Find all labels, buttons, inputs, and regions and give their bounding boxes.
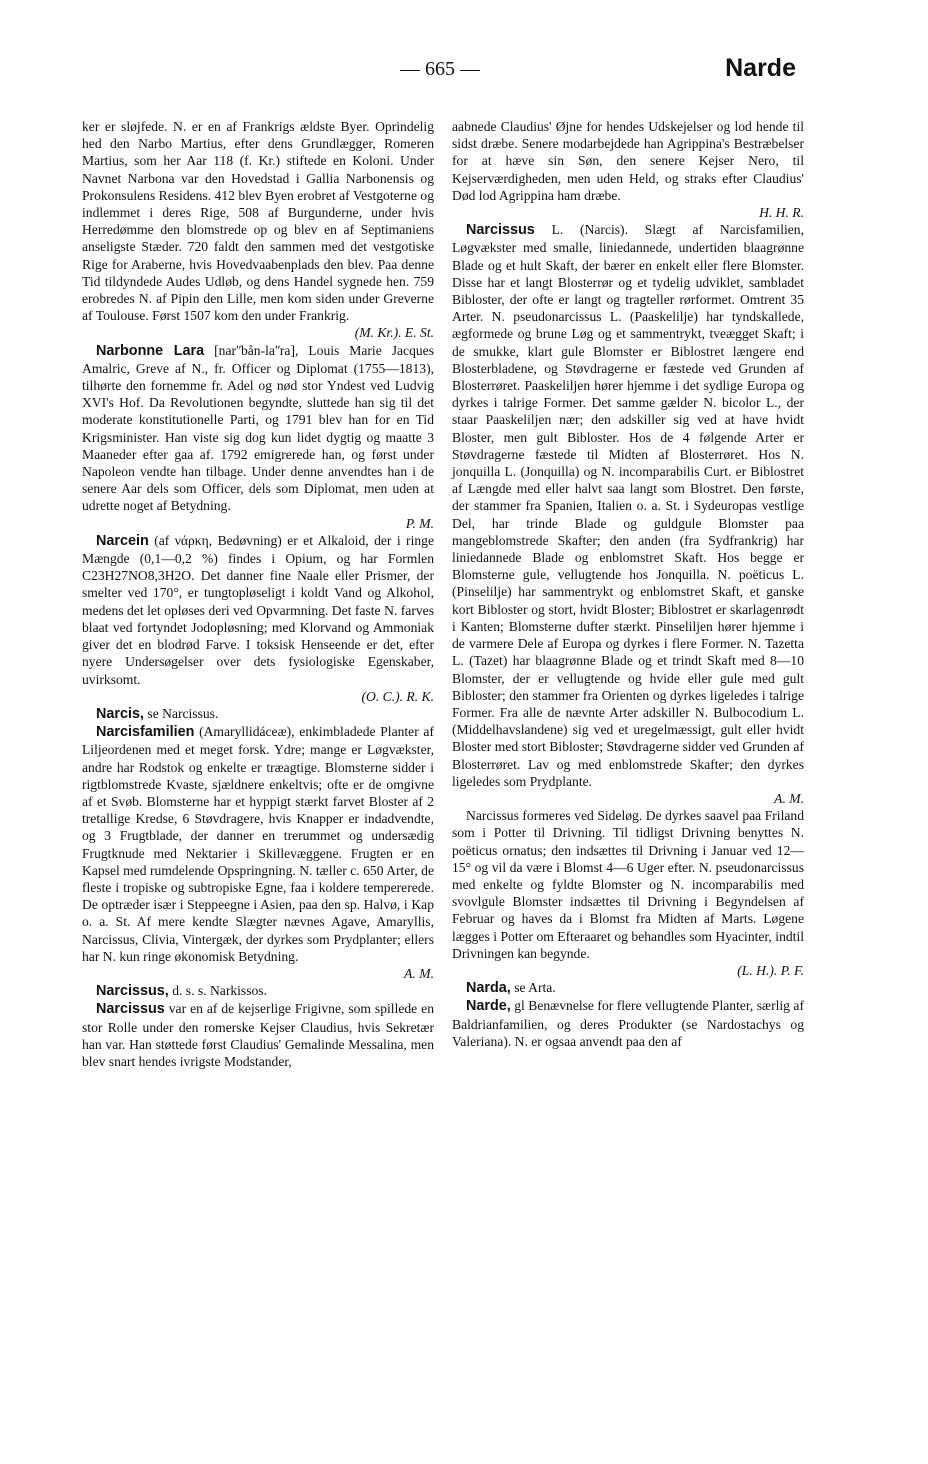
entry-narcissus-plant: [452, 221, 804, 807]
entry-signature: H. H. R.: [759, 205, 804, 221]
entry-text: L. (Narcis). Slægt af Narcisfamilien, Løgvækster med smalle, liniedannede, undertiden blaagrønne Blade og et hult Skaft, der bærer en enkelt eller flere Blomster. Disse har et langt Blosterrør og et tydelig udviklet, sambladet Bibloster, der ofte er langt og tragteller rørformet. Omtrent 35 Arter. N. pseudonarcissus L. (Paaskelilje) har tyndskallede, ægformede og brune Løg og et sammentrykt, tveægget Skaft; i de smukke, klart gule Blomster er Biblostret længere end Blosterbladene, og Støvdragerne er fæstede ved Grunden af Blosterrøret. Paaskeliljen hører hjemme i det sydlige Europa og dyrkes i talrige Former. Det samme gælder N. bicolor L., der staar Paaskeliljen nær; den adskiller sig ved at have hvidt Bloster, men gult Bibloster. Hos de 4 følgende Arter er Støvdragerne fæstede til Midten af Blosterrøret. Hos N. jonquilla L. (Jonquilla) og N. incomparabilis Curt. er Biblostret af Længde med eller halvt saa langt som Blostret. Den første, der stammer fra Spanien, Italien o. a. St. i Sydeuropas vestlige Del, har trinde Blade og guldgule Blomster paa mangeblomstrede Skafter; den anden (fra Sydfrankrig) har liniedannede Blade og enblomstret Skaft. Hos begge er Blomsterne gule, vellugtende hos Jonquilla. N. poëticus L. (Pinselilje) har sammentrykt og enblomstret Skaft, et ganske kort Bibloster og stort, hvidt Bloster; Biblostret er skarlagenrødt i Kanten; Blomsterne dufter stærkt. Pinseliljen hører hjemme i de varmere Dele af Europa og dyrkes i flere Former. N. Tazetta L. (Tazet) har blaagrønne Blade og et trindt Skaft med 8—10 Blomster, der er vellugtende og hvide eller gule med gult Bibloster; den stammer fra Orienten og dyrkes ligeledes i talrige Former. Fra alle de nævnte Arter adskiller N. Bulbocodium L. (Middelhavslandene) sig ved et uregelmæssigt, gult eller hvidt Bloster med stort Bibloster; Støvdragerne sidder ved Grunden af Blosterrøret. Lav og med enblomstrede Skafter; den dyrkes ligeledes som Prydplante.: [452, 222, 804, 789]
entry-headword: Narcisfamilien: [96, 724, 195, 741]
entry-text: gl Benævnelse for flere vellugtende Planter, særlig af Baldrianfamilien, og deres Produkter (se Nardostachys og Valeriana). N. er ogsaa anvendt paa den af: [452, 998, 804, 1049]
entry-text: var en af de kejserlige Frigivne, som spillede en stor Rolle under den romerske Kejser Claudius, hvis Sekretær han var. Han støttede først Claudius' Gemalinde Messalina, men blev snart hendes ivrigste Modstander,: [82, 1001, 434, 1069]
entry-text: se Narcissus.: [144, 705, 219, 721]
entry-text: aabnede Claudius' Øjne for hendes Udskejelser og lod hende til sidst dræbe. Senere modarbejdede han Agrippina's Bestræbelser for at hæve sin Søn, den senere Kejser Nero, til Kejserværdigheden, men uden Held, og straks efter Claudius' Død lod Agrippina ham dræbe.: [452, 119, 804, 203]
entry-narcis: [82, 705, 434, 723]
entry-signature: (O. C.). R. K.: [361, 688, 434, 704]
entry-narcissus-freedman-continuation: [452, 118, 804, 221]
entry-narde: [452, 997, 804, 1050]
entry-signature: (M. Kr.). E. St.: [354, 325, 434, 341]
entry-narcein: [82, 532, 434, 705]
left-column: [82, 118, 434, 1070]
entry-signature: P. M.: [405, 515, 434, 531]
running-head: Narde: [725, 54, 796, 82]
page-number: — 665 —: [400, 58, 480, 80]
entry-narcissus-ref: [82, 982, 434, 1000]
entry-headword: Narcissus: [466, 222, 535, 239]
entry-headword: Narbonne Lara: [96, 342, 205, 359]
entry-headword: Narcissus,: [96, 983, 169, 1000]
entry-narcissus-cultivation: [452, 807, 804, 979]
entry-headword: Narcis,: [96, 705, 144, 722]
entry-headword: Narcissus: [96, 1001, 165, 1018]
entry-headword: Narda,: [466, 980, 511, 997]
entry-narbonne-lara: [82, 342, 434, 532]
entry-text: (af νάρκη, Bedøvning) er et Alkaloid, der i ringe Mængde (0,1—0,2 %) findes i Opium, og har Formlen C23H27NO8,3H2O. Det danner fine Naale eller Prismer, der smelter ved 170°, er tungtopløseligt i koldt Vand og Alkohol, medens det let opløses deri ved Opvarmning. Det faste N. farves blaat ved fortyndet Jodopløsning; med Klorvand og Ammoniak giver det en blodrød Farve. I toksisk Henseende er det, efter nyere Undersøgelser over dets fysiologiske Egenskaber, uvirksomt.: [82, 532, 434, 687]
entry-text: ker er sløjfede. N. er en af Frankrigs ældste Byer. Oprindelig hed den Narbo Martius, efter dens Grundlægger, Romeren Martius, som her Aar 118 (f. Kr.) stiftede en Koloni. Under Navnet Narbona var den Hovedstad i Gallia Narbonensis og Prokonsulens Residens. 412 blev Byen erobret af Vestgoterne og indlemmet i deres Rige, 508 af Burgunderne, under hvis Herredømme den blomstrede op og blev en af Septimaniens anseligste Stæder. 720 faldt den sammen med det vestgotiske Rige for Araberne, hvis Hovedvaabenplads den blev. Paa denne Tid tildyndede Audes Udløb, og dens Handel sygnede hen. 759 erobredes N. af Pipin den Lille, men kom siden under Greverne af Toulouse. Først 1507 kom den under Frankrig.: [82, 119, 434, 324]
entry-signature: A. M.: [404, 965, 434, 981]
right-column: [452, 118, 804, 1050]
entry-signature: (L. H.). P. F.: [737, 962, 804, 978]
entry-narda: [452, 979, 804, 997]
entry-signature: A. M.: [774, 790, 804, 806]
entry-text: (Amaryllidáceæ), enkimbladede Planter af Liljeordenen med et meget forsk. Ydre; mange er Løgvækster, andre har Rodstok og enkelte er træagtige. Blomsterne sidder i rigtblomstrede Kvaste, sjældnere enkeltvis; ofte er de omgivne af et Svøb. Blomsterne har et hyppigt stærkt farvet Bloster af 2 tretallige Kredse, 6 Støvdragere, hvis Knapper er indadvendte, og 3 Frugtblade, der danner en trerummet og undersædig Frugtknude med Nektarier i Skillevæggene. Frugten er en Kapsel med rumdelende Opspringning. N. tæller c. 650 Arter, de fleste i tropiske og subtropiske Egne, faa i koldere tempererede. De optræder især i Steppeegne i Asien, paa den sp. Halvø, i Kap o. a. St. Af mere kendte Slægter nævnes Agave, Amaryllis, Narcissus, Clivia, Vintergæk, der dyrkes som Prydplanter; ellers har N. kun ringe økonomisk Betydning.: [82, 724, 434, 964]
page-header: [0, 54, 928, 92]
entry-narcissus-freedman: [82, 1000, 434, 1070]
entry-headword: Narcein: [96, 532, 149, 549]
entry-text: [narʺbån-laʺra], Louis Marie Jacques Amalric, Greve af N., fr. Officer og Diplomat (1755—1813), tilhørte den fornemme fr. Adel og nød stor Yndest ved Ludvig XVI's Hof. Da Revolutionen begyndte, sluttede han sig til det moderate konstitutionelle Parti, og 1791 blev han for en Tid Krigsminister. Han viste sig dog kun lidet dygtig og maatte 3 Maaneder efter gaa af. 1792 emigrerede han, og først under Napoleon vendte han tilbage. Under denne anvendtes han i de senere Aar dels som Officer, dels som Diplomat, men uden at udrette noget af Betydning.: [82, 342, 434, 514]
entry-text: Narcissus formeres ved Sideløg. De dyrkes saavel paa Friland som i Potter til Drivning. Til tidligst Drivning benyttes N. poëticus ornatus; den indsættes til Drivning i Januar ved 12—15° og vil da være i Blomst 4—6 Uger efter. N. pseudonarcissus med enkelte og fyldte Blomster og N. incomparabilis med svovlgule Blomster indsættes til Drivning i Begyndelsen af Februar og haves da i Blomst fra Midten af Marts. Løgene lægges i Potter om Efteraaret og behandles som Hyacinter, indtil Drivningen kan begynde.: [452, 808, 804, 961]
entry-text: se Arta.: [510, 980, 556, 996]
entry-narbo-continuation: [82, 118, 434, 342]
entry-headword: Narde,: [466, 998, 511, 1015]
entry-narcisfamilien: [82, 723, 434, 982]
entry-text: d. s. s. Narkissos.: [168, 983, 267, 999]
